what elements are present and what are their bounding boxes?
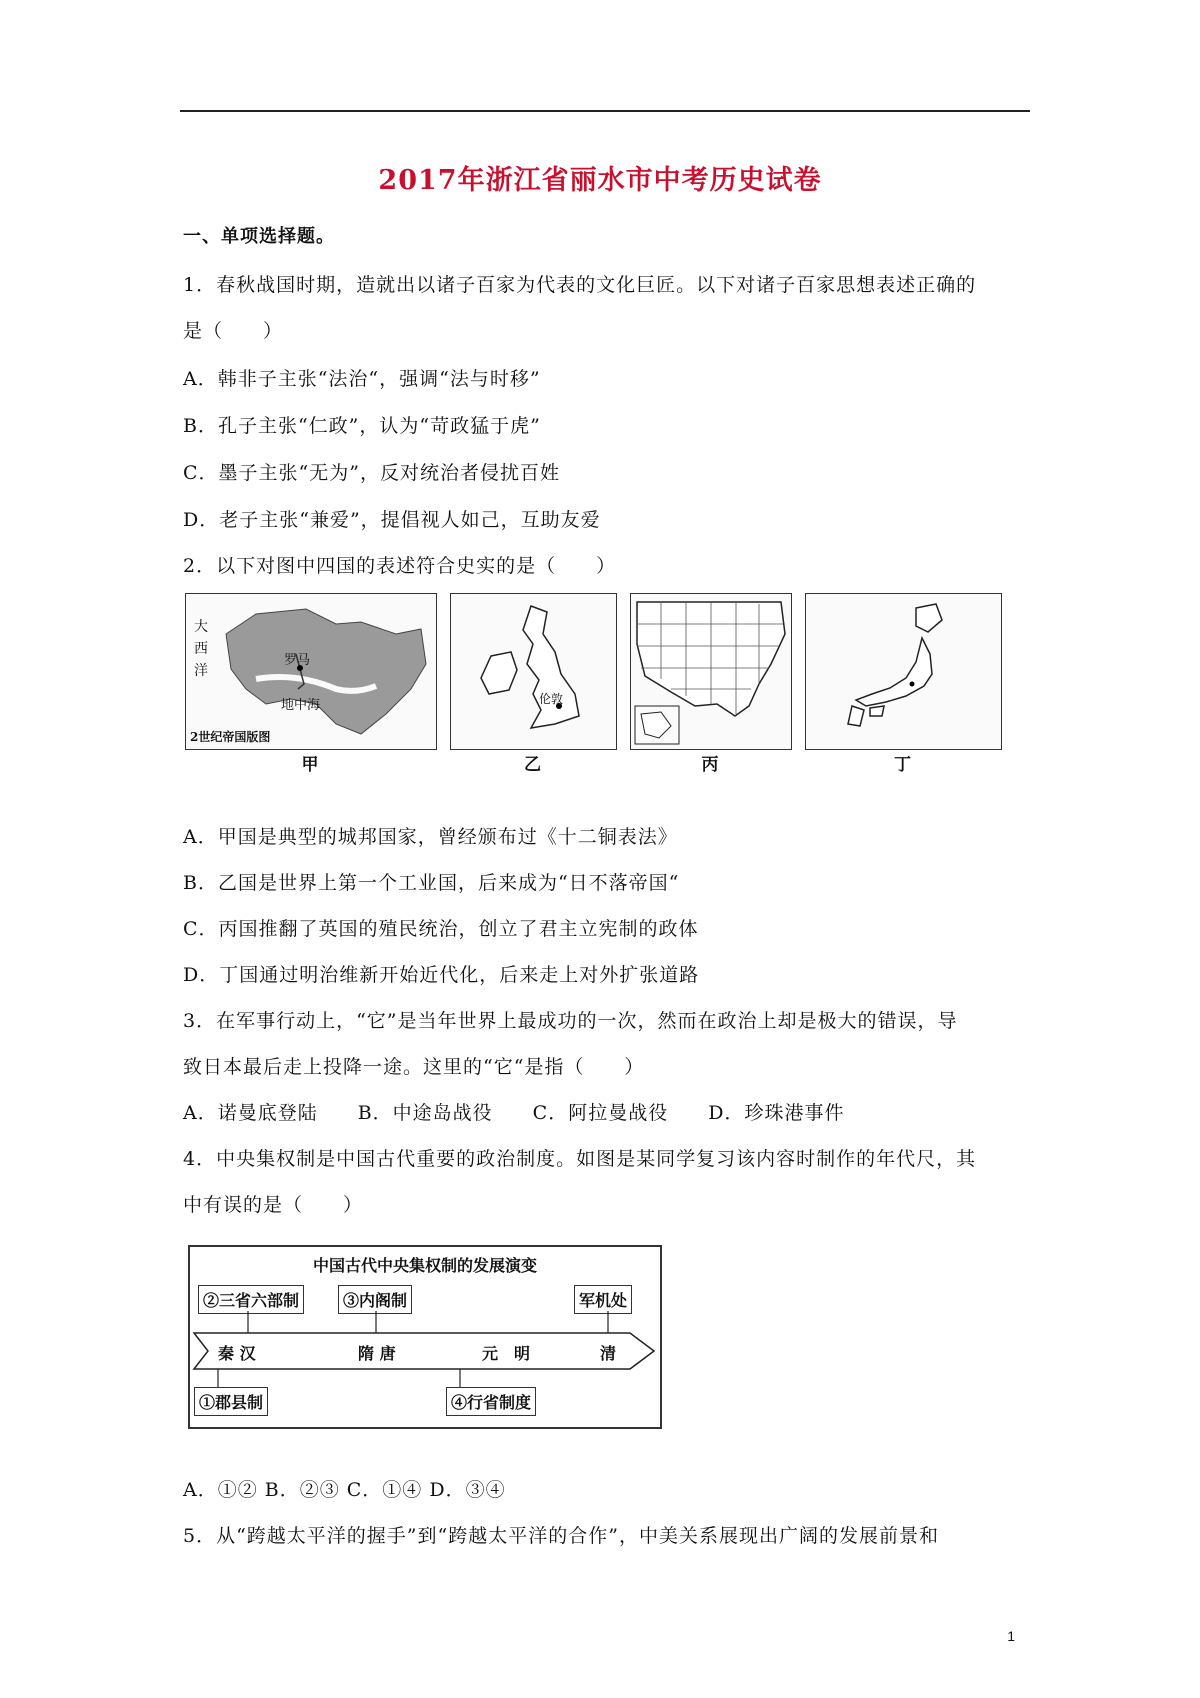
q2-option-c: C．丙国推翻了英国的殖民统治，创立了君主立宪制的政体	[183, 918, 699, 940]
q1-stem-line2: 是（ ）	[183, 320, 284, 342]
timeline-box-junxian: ①郡县制	[194, 1387, 268, 1416]
map-britain	[450, 593, 617, 750]
header-rule	[180, 110, 1030, 112]
map1-ocean-label-2: 西	[194, 641, 208, 657]
q2-option-a: A．甲国是典型的城邦国家，曾经颁布过《十二铜表法》	[183, 826, 678, 848]
page-title: 2017年浙江省丽水市中考历史试卷	[378, 165, 822, 196]
map-roman-empire	[185, 593, 437, 750]
map1-ocean-label-3: 洋	[194, 663, 208, 679]
q4-stem-line1: 4．中央集权制是中国古代重要的政治制度。如图是某同学复习该内容时制作的年代尺，其	[183, 1148, 977, 1170]
q4-timeline-figure	[188, 1245, 662, 1429]
q2-option-d: D．丁国通过明治维新开始近代化，后来走上对外扩张道路	[183, 964, 700, 986]
section-heading: 一、单项选择题。	[183, 226, 335, 247]
q3-stem-line1: 3．在军事行动上，“它”是当年世界上最成功的一次，然而在政治上却是极大的错误，导	[183, 1010, 958, 1032]
q1-option-c: C．墨子主张“无为”，反对统治者侵扰百姓	[183, 462, 560, 484]
map-label-yi: 乙	[524, 755, 541, 775]
map-japan	[805, 593, 1002, 750]
map1-rome-label: 罗马	[284, 653, 311, 668]
usa-map-image	[631, 594, 791, 749]
map2-london-label: 伦敦	[539, 692, 564, 706]
map1-caption: 2世纪帝国版图	[190, 730, 271, 744]
japan-map-image	[806, 594, 1001, 749]
q2-stem: 2．以下对图中四国的表述符合史实的是（ ）	[183, 555, 617, 577]
map-label-bing: 丙	[701, 755, 719, 775]
map-label-jia: 甲	[301, 755, 319, 775]
map1-ocean-label-1: 大	[194, 619, 208, 635]
q1-option-a: A．韩非子主张“法治“，强调“法与时移”	[183, 368, 541, 390]
q4-stem-line2: 中有误的是（ ）	[183, 1194, 364, 1216]
timeline-title: 中国古代中央集权制的发展演变	[312, 1256, 537, 1275]
q2-map-figure	[185, 593, 1013, 775]
q1-option-b: B．孔子主张“仁政”，认为“苛政猛于虎”	[183, 415, 541, 437]
timeline-box-xingsheng: ④行省制度	[446, 1387, 536, 1416]
q1-option-d: D．老子主张“兼爱”，提倡视人如己，互助友爱	[183, 509, 601, 531]
q5-stem-line1: 5．从“跨越太平洋的握手”到“跨越太平洋的合作”，中美关系展现出广阔的发展前景和	[183, 1525, 939, 1547]
q1-stem-line1: 1．春秋战国时期，造就出以诸子百家为代表的文化巨匠。以下对诸子百家思想表述正确的	[183, 274, 977, 296]
timeline-era-qing: 清	[600, 1344, 617, 1363]
map-usa	[630, 593, 792, 750]
map1-sea-label: 地中海	[281, 698, 321, 713]
timeline-box-junjichu: 军机处	[574, 1285, 632, 1314]
timeline-era-yuanming: 元 明	[482, 1344, 531, 1363]
q3-stem-line2: 致日本最后走上投降一途。这里的“它“是指（ ）	[183, 1056, 645, 1078]
q2-option-b: B．乙国是世界上第一个工业国，后来成为“日不落帝国“	[183, 872, 680, 894]
timeline-box-neige: ③内阁制	[338, 1285, 412, 1314]
timeline-era-qinhan: 秦 汉	[218, 1344, 256, 1363]
britain-map-image	[451, 594, 616, 749]
q4-options: A．①② B．②③ C．①④ D．③④	[183, 1479, 506, 1501]
map-label-ding: 丁	[894, 755, 911, 775]
roman-empire-map-image	[186, 594, 436, 749]
timeline-box-sansheng: ②三省六部制	[198, 1285, 304, 1314]
timeline-era-suitang: 隋 唐	[358, 1344, 396, 1363]
q3-options: A．诺曼底登陆 B．中途岛战役 C．阿拉曼战役 D．珍珠港事件	[183, 1102, 845, 1124]
page-number: 1	[1007, 1628, 1015, 1644]
